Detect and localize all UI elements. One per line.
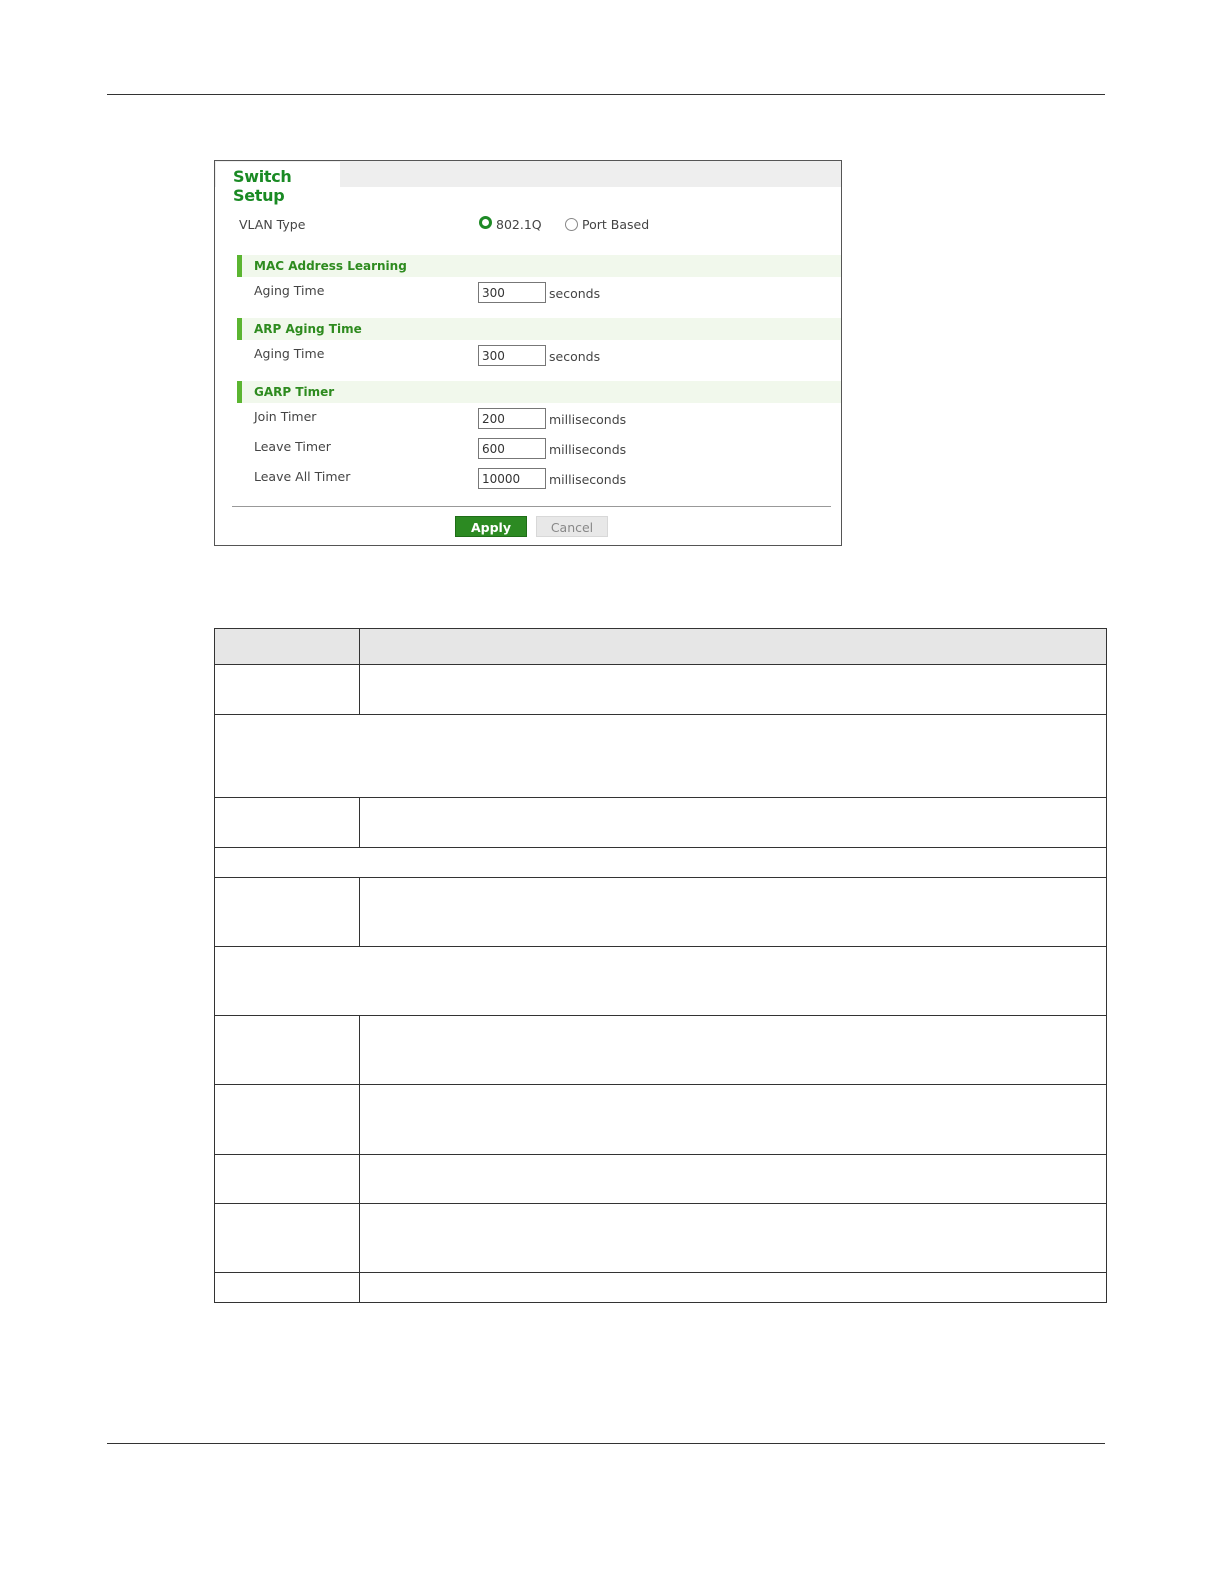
panel-divider xyxy=(232,506,831,507)
arp-aging-time-input[interactable] xyxy=(478,345,546,366)
table-row-divider xyxy=(215,1203,1106,1204)
table-column-divider xyxy=(359,877,360,946)
garp-timer-title: GARP Timer xyxy=(254,385,335,399)
radio-port-based-label: Port Based xyxy=(582,217,650,232)
leave-all-timer-input[interactable] xyxy=(478,468,546,489)
leave-timer-label: Leave Timer xyxy=(254,439,331,454)
table-row-divider xyxy=(215,1272,1106,1273)
table-row-divider xyxy=(215,797,1106,798)
join-timer-label: Join Timer xyxy=(254,409,317,424)
table-column-divider xyxy=(359,1015,360,1302)
table-column-divider xyxy=(359,797,360,847)
table-header-row xyxy=(215,629,1106,664)
radio-802-1q-label: 802.1Q xyxy=(496,217,542,232)
mac-aging-time-input[interactable] xyxy=(478,282,546,303)
table-row-divider xyxy=(215,1154,1106,1155)
join-timer-unit: milliseconds xyxy=(549,412,627,427)
page-bottom-rule xyxy=(107,1443,1105,1444)
arp-aging-time-label: Aging Time xyxy=(254,346,325,361)
arp-aging-time-title: ARP Aging Time xyxy=(254,322,362,336)
join-timer-input[interactable] xyxy=(478,408,546,429)
leave-all-timer-label: Leave All Timer xyxy=(254,469,351,484)
leave-timer-unit: milliseconds xyxy=(549,442,627,457)
table-row-divider xyxy=(215,1015,1106,1016)
panel-title: Switch Setup xyxy=(233,167,292,205)
page-top-rule xyxy=(107,94,1105,95)
table-column-divider xyxy=(359,629,360,714)
mac-address-learning-title: MAC Address Learning xyxy=(254,259,407,273)
arp-aging-time-band xyxy=(237,318,841,340)
table-row-divider xyxy=(215,714,1106,715)
radio-802-1q[interactable] xyxy=(479,216,492,229)
leave-all-timer-unit: milliseconds xyxy=(549,472,627,487)
table-row-divider xyxy=(215,847,1106,848)
garp-timer-band xyxy=(237,381,841,403)
leave-timer-input[interactable] xyxy=(478,438,546,459)
switch-setup-panel xyxy=(214,160,842,546)
apply-button[interactable]: Apply xyxy=(455,516,527,537)
table-row-divider xyxy=(215,946,1106,947)
arp-aging-unit: seconds xyxy=(549,349,601,364)
vlan-type-label: VLAN Type xyxy=(239,217,306,232)
section-bar xyxy=(237,318,242,340)
description-table xyxy=(214,628,1107,1303)
table-row-divider xyxy=(215,664,1106,665)
section-bar xyxy=(237,255,242,277)
mac-aging-unit: seconds xyxy=(549,286,601,301)
section-bar xyxy=(237,381,242,403)
mac-aging-time-label: Aging Time xyxy=(254,283,325,298)
table-row-divider xyxy=(215,1084,1106,1085)
table-row-divider xyxy=(215,877,1106,878)
radio-port-based[interactable] xyxy=(565,218,578,231)
mac-address-learning-band xyxy=(237,255,841,277)
cancel-button[interactable]: Cancel xyxy=(536,516,608,537)
panel-tab xyxy=(216,162,340,205)
